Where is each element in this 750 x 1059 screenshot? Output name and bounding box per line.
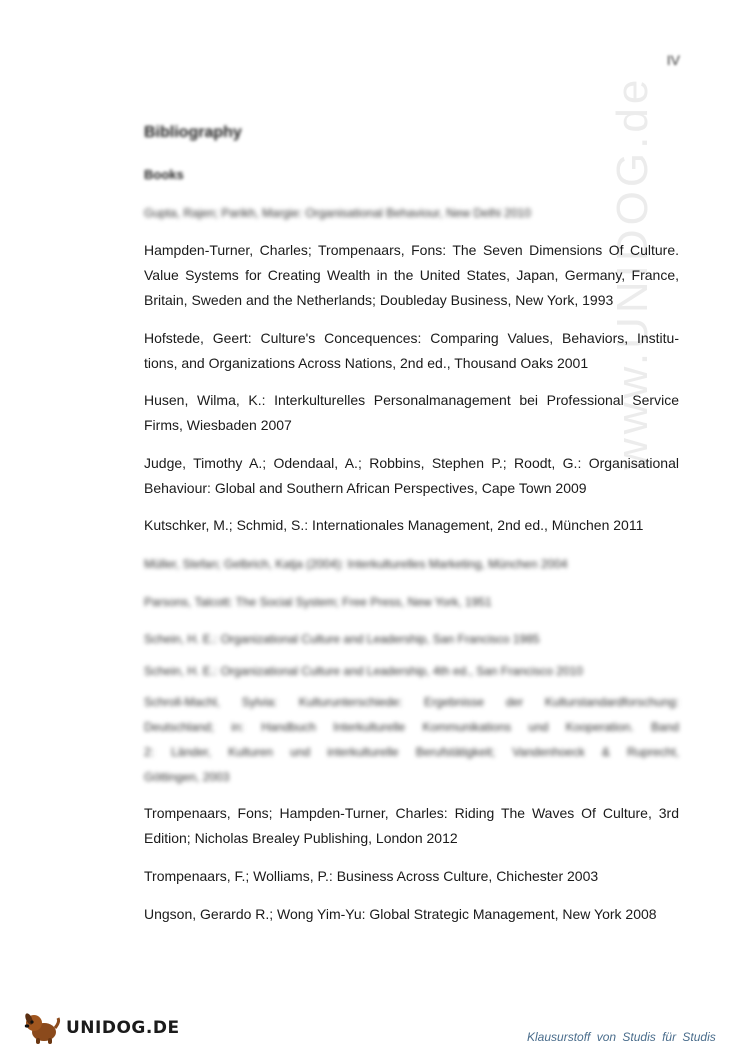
logo-text: UNIDOG.DE bbox=[66, 1018, 180, 1038]
bibliography-entry-kutschker bbox=[144, 513, 679, 538]
entry-line: Trompenaars, Fons; Hampden-Turner, Charles: Riding The Waves Of Culture, 3rd bbox=[144, 805, 679, 821]
entry-line: Judge, Timothy A.; Odendaal, A.; Robbins, Stephen P.; Roodt, G.: Organisational bbox=[144, 455, 679, 471]
entry-line: Husen, Wilma, K.: Interkulturelles Personalmanagement bei Professional Service bbox=[144, 392, 679, 408]
page-title: Bibliography bbox=[144, 124, 242, 141]
entry-line: Hofstede, Geert: Culture's Concequences: Comparing Values, Behaviors, Institu- bbox=[144, 330, 679, 346]
bibliography-entry-husen bbox=[144, 388, 679, 438]
unidog-logo[interactable] bbox=[22, 1010, 180, 1046]
entry-line: Göttingen, 2003 bbox=[144, 770, 230, 784]
entry-line: Parsons, Talcott: The Social System; Free Press, New York, 1951 bbox=[144, 595, 492, 609]
entry-line: Ungson, Gerardo R.; Wong Yim-Yu: Global Strategic Management, New York 2008 bbox=[144, 906, 657, 922]
entry-line: 2: Länder, Kulturen und interkulturelle Berufstätigkeit; Vandenhoeck & Ruprecht, bbox=[144, 745, 679, 759]
entry-line: Müller, Stefan; Gelbrich, Katja (2004): Interkulturelles Marketing, München 2004 bbox=[144, 557, 568, 571]
bibliography-entry-schein1 bbox=[144, 627, 679, 652]
bibliography-entry-mueller bbox=[144, 552, 679, 577]
bibliography-entry-judge bbox=[144, 451, 679, 501]
entry-line: Britain, Sweden and the Netherlands; Doubleday Business, New York, 1993 bbox=[144, 292, 614, 308]
entry-line: Gupta, Rajen; Parikh, Margie: Organisational Behaviour, New Delhi 2010 bbox=[144, 206, 531, 220]
footer-slogan: Klausurstoff von Studis für Studis bbox=[527, 1030, 716, 1044]
dog-icon bbox=[22, 1010, 62, 1046]
bibliography-entry-gupta bbox=[144, 201, 679, 226]
bibliography-entry-ungson bbox=[144, 902, 679, 927]
entry-line: Schroll-Machl, Sylvia: Kulturunterschiede: Ergebnisse der Kulturstandardforschung: bbox=[144, 695, 679, 709]
entry-line: Firms, Wiesbaden 2007 bbox=[144, 417, 292, 433]
entry-line: Value Systems for Creating Wealth in the United States, Japan, Germany, France, bbox=[144, 267, 679, 283]
entry-line: tions, and Organizations Across Nations, 2nd ed., Thousand Oaks 2001 bbox=[144, 355, 589, 371]
entry-line: Schein, H. E.: Organizational Culture and Leadership, San Francisco 1985 bbox=[144, 632, 540, 646]
entry-line: Kutschker, M.; Schmid, S.: Internationales Management, 2nd ed., München 2011 bbox=[144, 517, 644, 533]
watermark-text: www.UNIDOG.de bbox=[608, 75, 657, 470]
entry-line: Hampden-Turner, Charles; Trompenaars, Fons: The Seven Dimensions Of Culture. bbox=[144, 242, 679, 258]
entry-line: Edition; Nicholas Brealey Publishing, London 2012 bbox=[144, 830, 458, 846]
bibliography-entry-schein2 bbox=[144, 659, 679, 684]
bibliography-entry-hofstede bbox=[144, 326, 679, 376]
bibliography-entry-trompenaars1 bbox=[144, 801, 679, 851]
entry-line: Behaviour: Global and Southern African Perspectives, Cape Town 2009 bbox=[144, 480, 587, 496]
bibliography-entry-hampden bbox=[144, 238, 679, 313]
entry-line: Schein, H. E.: Organizational Culture and Leadership, 4th ed., San Francisco 2010 bbox=[144, 664, 583, 678]
bibliography-entry-trompenaars2 bbox=[144, 864, 679, 889]
page-number: IV bbox=[666, 52, 680, 68]
section-subheading: Books bbox=[144, 167, 184, 182]
entry-line: Deutschland; in: Handbuch Interkulturelle Kommunikations und Kooperation. Band bbox=[144, 720, 679, 734]
bibliography-entry-schroll bbox=[144, 690, 679, 790]
entry-line: Trompenaars, F.; Wolliams, P.: Business Across Culture, Chichester 2003 bbox=[144, 868, 599, 884]
bibliography-entry-parsons bbox=[144, 590, 679, 615]
